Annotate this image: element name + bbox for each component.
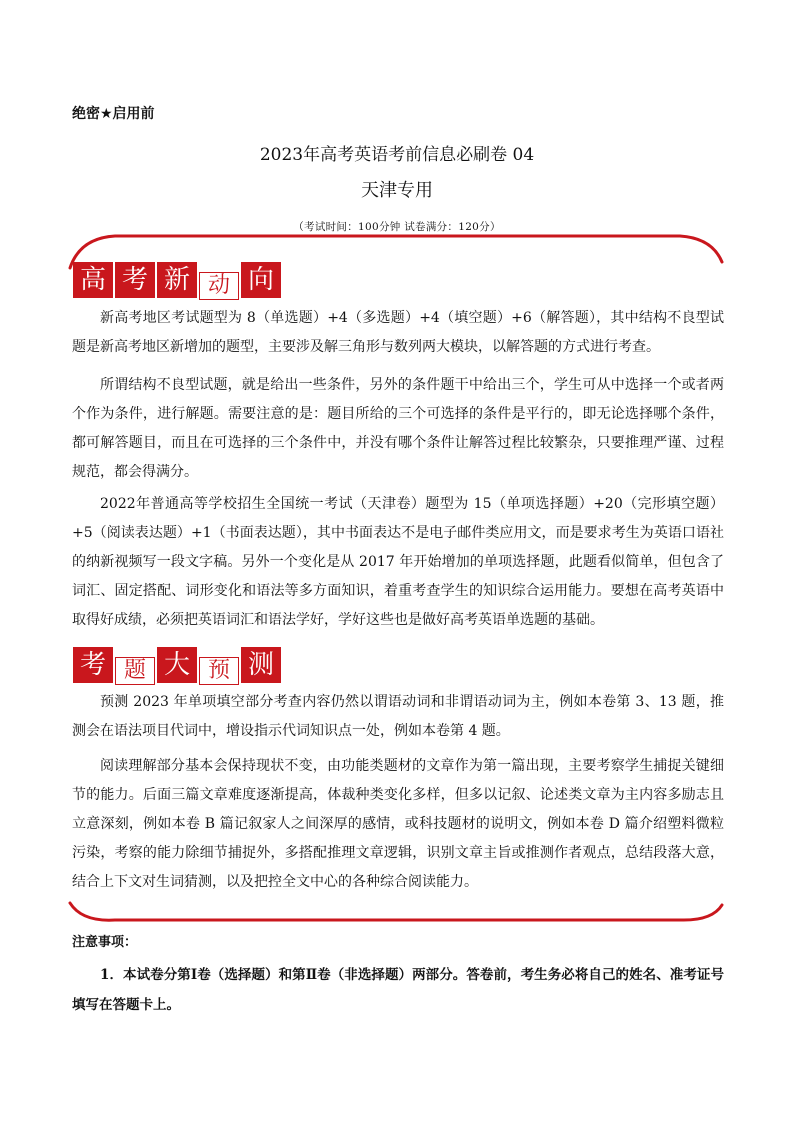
confidential-label: 绝密★启用前: [72, 106, 155, 122]
exam-title: 2023年高考英语考前信息必刷卷 04: [259, 145, 535, 165]
prediction-paragraph-1: 预测 2023 年单项填空部分考查内容仍然以谓语动词和非谓语动词为主，例如本卷第 3、13 题，推测会在语法项目代词中，增设指示代词知识点一处，例如本卷第 4 题。: [72, 694, 724, 739]
exam-info: （考试时间：100分钟 试卷满分：120分）: [293, 221, 501, 233]
notice-item-1: 1．本试卷分第Ⅰ卷（选择题）和第Ⅱ卷（非选择题）两部分。答卷前，考生务必将自己的姓名、准考证号填写在答题卡上。: [72, 967, 724, 1013]
exam-subtitle: 天津专用: [361, 180, 433, 201]
banner-char: 预: [199, 657, 239, 685]
banner-char: 向: [241, 262, 281, 298]
banner-char: 高: [73, 262, 113, 298]
banner-char: 考: [115, 262, 155, 298]
banner-prediction: [73, 647, 281, 685]
trend-paragraph-2: 所谓结构不良型试题，就是给出一些条件，另外的条件题干中给出三个，学生可从中选择一个或者两个作为条件，进行解题。需要注意的是：题目所给的三个可选择的条件是平行的，即无论选择哪个条件，都可解答题目，而且在可选择的三个条件中，并没有哪个条件让解答过程比较繁杂，只要推理严谨、过程规范，都会得满分。: [72, 377, 724, 480]
bottom-arc: [70, 903, 722, 920]
notice-title: 注意事项：: [72, 935, 138, 950]
trend-paragraph-1: 新高考地区考试题型为 8（单选题）+4（多选题）+4（填空题）+6（解答题），其中结构不良型试题是新高考地区新增加的题型，主要涉及解三角形与数列两大模块，以解答题的方式进行考查。: [72, 310, 724, 355]
banner-new-trend: [73, 262, 281, 300]
prediction-paragraph-2: 阅读理解部分基本会保持现状不变，由功能类题材的文章作为第一篇出现，主要考察学生捕捉关键细节的能力。后面三篇文章难度逐渐提高，体裁种类变化多样，但多以记叙、论述类文章为主内容多励志且立意深刻，例如本卷 B 篇记叙家人之间深厚的感情，或科技题材的说明文，例如本卷 D 篇介绍塑料微粒污染，考察的能力除细节捕捉外，多搭配推理文章逻辑，识别文章主旨或推测作者观点，总结段落大意，结合上下文对生词猜测，以及把控全文中心的各种综合阅读能力。: [72, 758, 724, 890]
banner-char: 考: [73, 647, 113, 683]
banner-char: 测: [241, 647, 281, 683]
banner-char: 动: [199, 272, 239, 300]
banner-char: 新: [157, 262, 197, 298]
banner-char: 题: [115, 657, 155, 685]
trend-paragraph-3: 2022年普通高等学校招生全国统一考试（天津卷）题型为 15（单项选择题）+20（完形填空题）+5（阅读表达题）+1（书面表达题），其中书面表达不是电子邮件类应用文，而是要求考生为英语口语社的纳新视频写一段文字稿。另外一个变化是从 2017 年开始增加的单项选择题，此题看似简单，但包含了词汇、固定搭配、词形变化和语法等多方面知识，着重考查学生的知识综合运用能力。要想在高考英语中取得好成绩，必须把英语词汇和语法学好，学好这些也是做好高考英语单选题的基础。: [72, 496, 724, 628]
banner-char: 大: [157, 647, 197, 683]
